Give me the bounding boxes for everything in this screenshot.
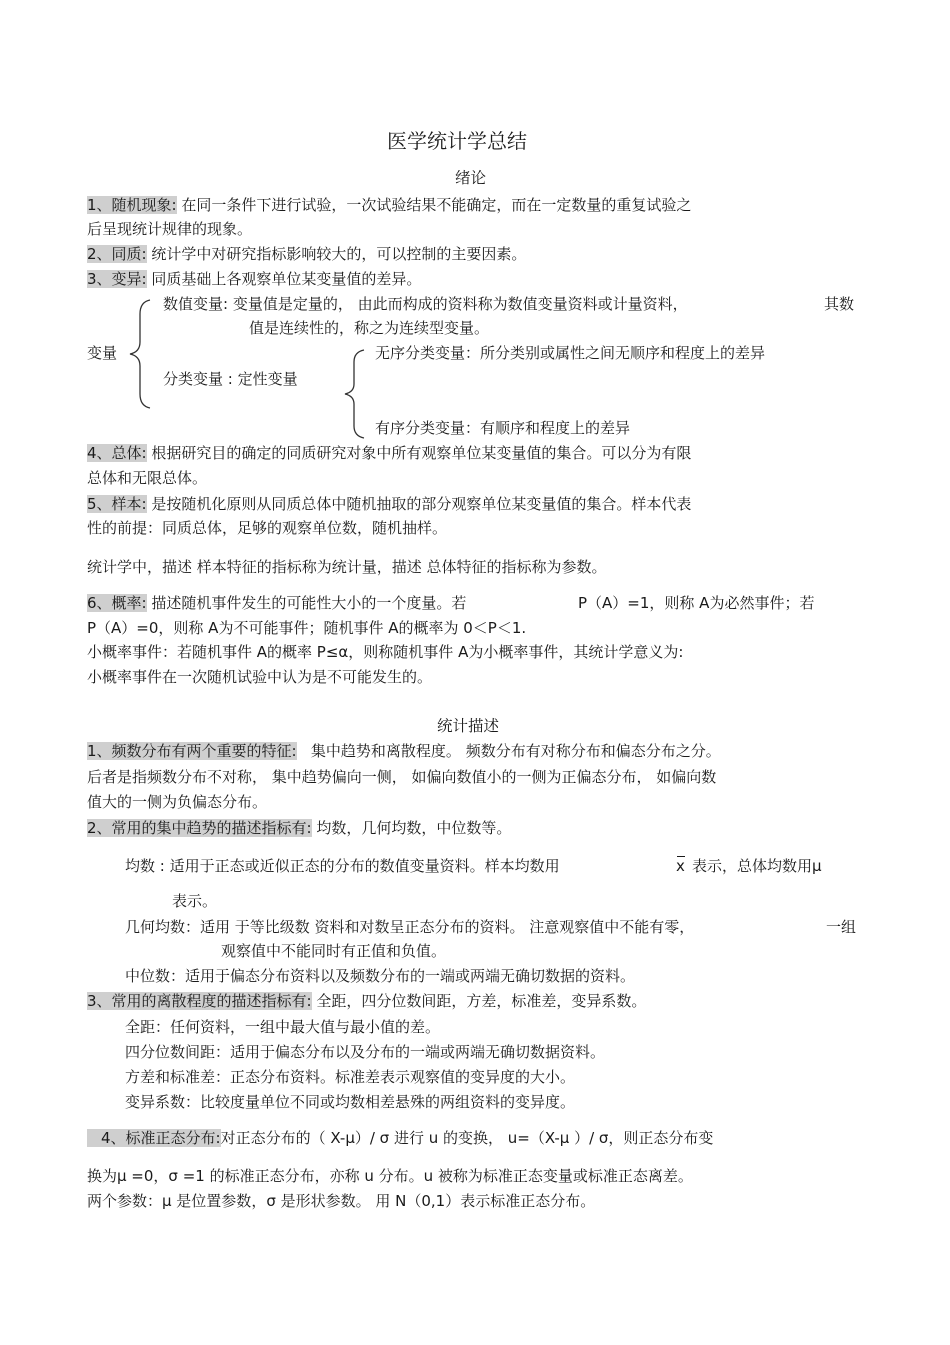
item6-label: 6、概率: <box>87 594 147 612</box>
sample-mean-symbol: x <box>676 857 685 875</box>
geomean-line2: 观察值中不能同时有正值和负值。 <box>221 942 447 960</box>
item3-text: 同质基础上各观察单位某变量值的差异。 <box>151 270 422 288</box>
item3-label: 3、变异: <box>87 270 147 288</box>
numeric-variable-line2: 值是连续性的，称之为连续型变量。 <box>249 319 490 337</box>
variable-label: 变量 <box>87 344 118 362</box>
s2-item1-label: 1、频数分布有两个重要的特征: <box>87 742 297 760</box>
unordered-categorical: 无序分类变量：所分类别或属性之间无顺序和程度上的差异 <box>375 344 766 362</box>
page-title: 医学统计学总结 <box>387 129 527 153</box>
variance-line: 方差和标准差：正态分布资料。标准差表示观察值的变异度的大小。 <box>125 1068 576 1086</box>
item6-text-a: 描述随机事件发生的可能性大小的一个度量。若 <box>151 594 467 612</box>
item2-label: 2、同质: <box>87 245 147 263</box>
item6-line3: 小概率事件：若随机事件 A的概率 P≤α，则称随机事件 A为小概率事件，其统计学意义为: <box>87 643 684 661</box>
item5-text: 是按随机化原则从同质总体中随机抽取的部分观察单位某变量值的集合。样本代表 <box>151 495 692 513</box>
s2-item2-label: 2、常用的集中趋势的描述指标有: <box>87 819 312 837</box>
item4-label: 4、总体: <box>87 444 147 462</box>
item5-line2: 性的前提：同质总体，足够的观察单位数，随机抽样。 <box>87 519 448 537</box>
s2-item2-line <box>87 821 511 836</box>
geomean-line1: 几何均数：适用 于等比级数 资料和对数呈正态分布的资料。 注意观察值中不能有零， <box>125 918 695 936</box>
iqr-line: 四分位数间距：适用于偏态分布以及分布的一端或两端无确切数据资料。 <box>125 1043 606 1061</box>
s2-item3-text: 全距，四分位数间距，方差，标准差，变异系数。 <box>316 992 647 1010</box>
item1-line2: 后呈现统计规律的现象。 <box>87 220 253 238</box>
item4-line2: 总体和无限总体。 <box>87 469 208 487</box>
s2-item4-line1 <box>87 1131 713 1146</box>
s2-item4-line2: 换为μ =0，σ =1 的标准正态分布，亦称 u 分布。u 被称为标准正态变量或标准正态离差。 <box>87 1167 693 1185</box>
s2-item4-label: 4、标准正态分布: <box>87 1129 221 1147</box>
numeric-variable-line1-end: 其数 <box>824 295 855 313</box>
s2-item3-label: 3、常用的离散程度的描述指标有: <box>87 992 312 1010</box>
item4-text: 根据研究目的确定的同质研究对象中所有观察单位某变量值的集合。可以分为有限 <box>151 444 692 462</box>
section-heading-descriptive: 统计描述 <box>437 717 500 735</box>
s2-item4-text: 对正态分布的（ X-μ）/ σ 进行 u 的变换， u=（X-μ ）/ σ，则正态分布变 <box>220 1129 714 1147</box>
item3-line <box>87 272 421 287</box>
s2-item4-line3: 两个参数：μ 是位置参数，σ 是形状参数。 用 N（0,1）表示标准正态分布。 <box>87 1192 596 1210</box>
item4-line1 <box>87 446 691 461</box>
mean-line1a: 均数 : 适用于正态或近似正态的分布的数值变量资料。样本均数用 <box>125 857 560 875</box>
item6-line2: P（A）=0，则称 A为不可能事件；随机事件 A的概率为 0＜P＜1. <box>87 619 527 637</box>
s2-item3-line <box>87 994 646 1009</box>
numeric-variable-line1: 数值变量: 变量值是定量的， 由此而构成的资料称为数值变量资料或计量资料， <box>163 295 688 313</box>
item6-line1b: P（A）=1，则称 A为必然事件；若 <box>578 594 815 612</box>
cv-line: 变异系数：比较度量单位不同或均数相差悬殊的两组资料的变异度。 <box>125 1093 576 1111</box>
median-line: 中位数：适用于偏态分布资料以及频数分布的一端或两端无确切数据的资料。 <box>125 967 636 985</box>
ordered-categorical: 有序分类变量：有顺序和程度上的差异 <box>375 419 631 437</box>
right-brace-icon <box>340 348 370 440</box>
left-brace-icon <box>126 298 156 410</box>
item1-line1 <box>87 198 691 213</box>
categorical-variable: 分类变量 : 定性变量 <box>163 370 298 388</box>
geomean-line1-end: 一组 <box>826 918 857 936</box>
item1-label: 1、随机现象: <box>87 196 177 214</box>
s2-item1-line3: 值大的一侧为负偏态分布。 <box>87 793 268 811</box>
s2-item2-text: 均数，几何均数，中位数等。 <box>316 819 512 837</box>
statistic-parameter-line: 统计学中，描述 样本特征的指标称为统计量，描述 总体特征的指标称为参数。 <box>87 558 607 576</box>
item5-line1 <box>87 497 691 512</box>
mean-line2: 表示。 <box>172 892 218 910</box>
item5-label: 5、样本: <box>87 495 147 513</box>
item1-text: 在同一条件下进行试验，一次试验结果不能确定，而在一定数量的重复试验之 <box>181 196 692 214</box>
mean-xbar <box>676 859 685 874</box>
s2-item1-line2: 后者是指频数分布不对称， 集中趋势偏向一侧， 如偏向数值小的一侧为正偏态分布， 如偏向数 <box>87 768 717 786</box>
item2-line <box>87 247 526 262</box>
mean-line1b: 表示，总体均数用μ <box>692 857 822 875</box>
item6-line4: 小概率事件在一次随机试验中认为是不可能发生的。 <box>87 668 433 686</box>
item6-line1 <box>87 596 466 611</box>
s2-item1-text: 集中趋势和离散程度。 频数分布有对称分布和偏态分布之分。 <box>310 742 721 760</box>
item2-text: 统计学中对研究指标影响较大的，可以控制的主要因素。 <box>151 245 527 263</box>
s2-item1-line1 <box>87 744 721 759</box>
section-heading-intro: 绪论 <box>455 169 487 187</box>
range-line: 全距：任何资料，一组中最大值与最小值的差。 <box>125 1018 441 1036</box>
